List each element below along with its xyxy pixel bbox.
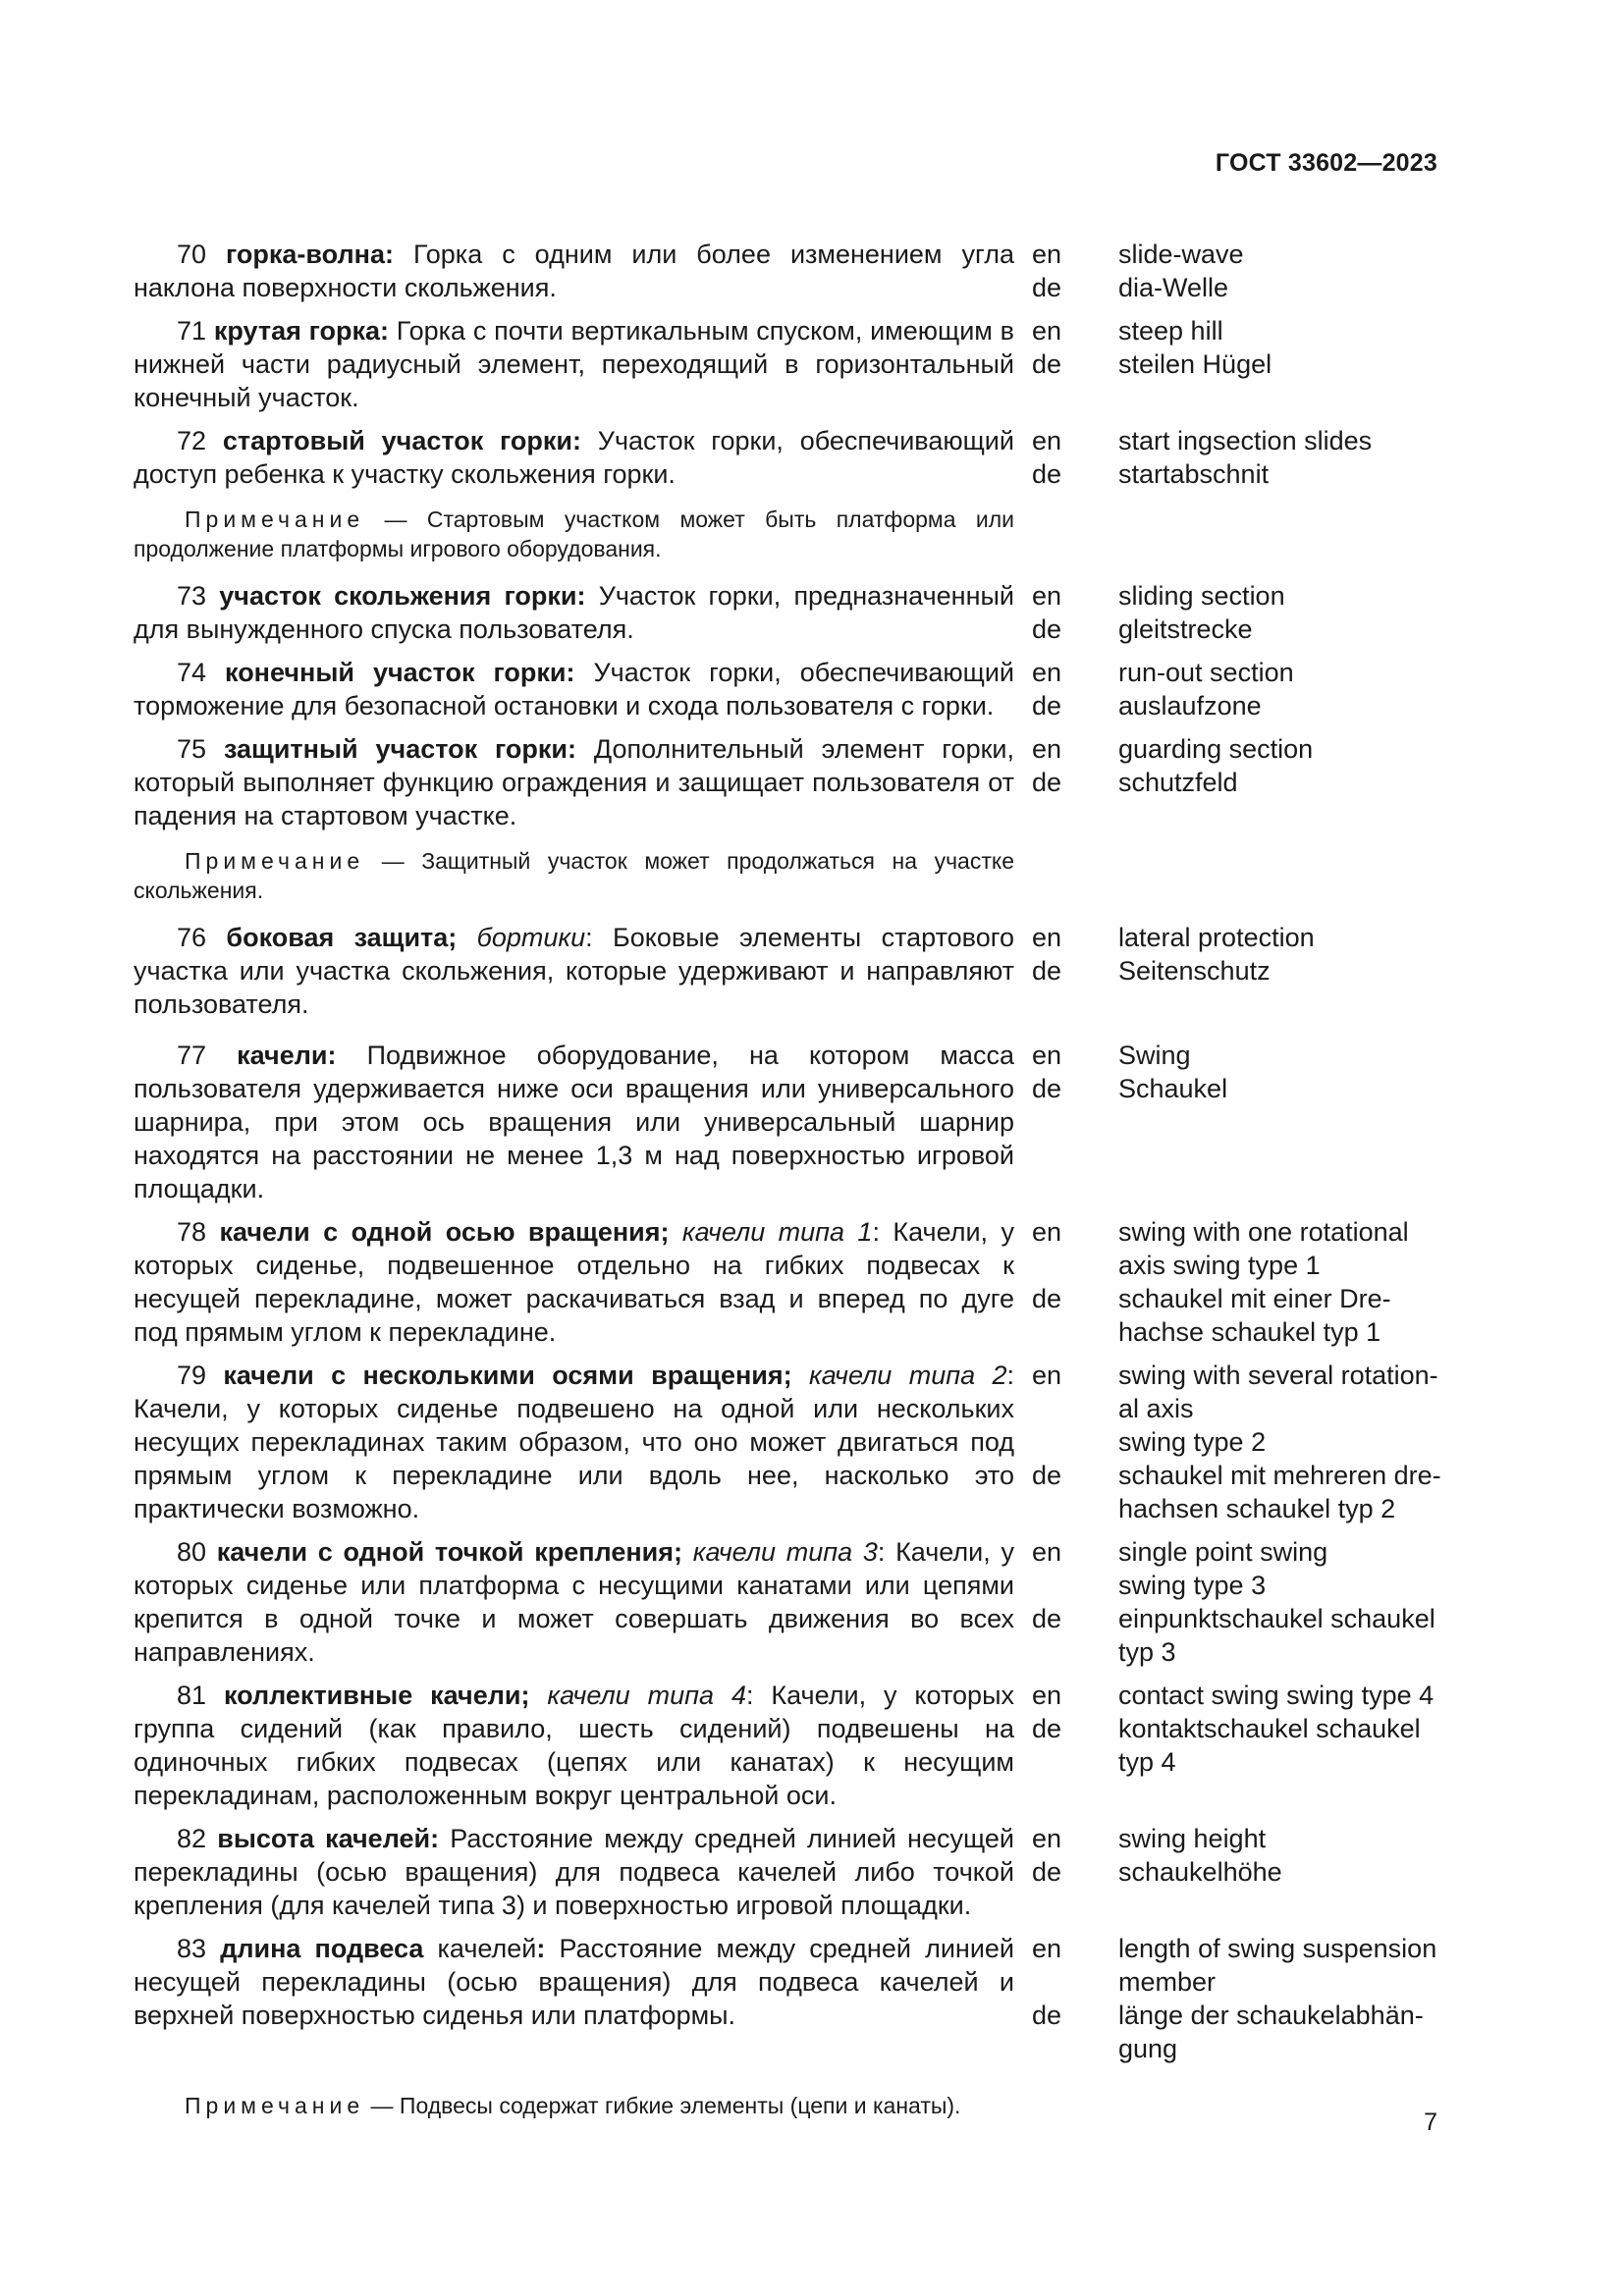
term-entry-73: 73 участок скольжения горки: Участок горки, предназначенный для вынужденного спуска пользователя. en sliding section de gleitstrecke bbox=[134, 581, 1285, 644]
term: длина подвеса bbox=[220, 1934, 424, 1963]
term-en: swing height bbox=[1118, 1824, 1267, 1853]
term-de: startabschnit bbox=[1118, 459, 1270, 489]
term-en: Swing bbox=[1118, 1041, 1191, 1070]
term-de-cont: hachsen schaukel typ 2 bbox=[1118, 1494, 1396, 1523]
term-en: guarding section bbox=[1118, 734, 1314, 764]
term-en-cont: axis swing type 1 bbox=[1118, 1251, 1321, 1280]
term-de: länge der schaukelabhän- bbox=[1118, 2001, 1424, 2030]
term-en: lateral protection bbox=[1118, 923, 1315, 952]
term-en-cont: swing type 3 bbox=[1118, 1571, 1267, 1600]
definition: 74 конечный участок горки: Участок горки, обеспечивающий торможение для безопасной остановки и схода пользователя с горки. bbox=[134, 658, 1014, 721]
term: боковая защита; bbox=[226, 923, 458, 952]
term-de: steilen Hügel bbox=[1118, 349, 1272, 379]
definition: 71 крутая горка: Горка с почти вертикальным спуском, имеющим в нижней части радиусный элемент, переходящий в горизонтальный конечный участок. bbox=[134, 316, 1014, 412]
term-de: gleitstrecke bbox=[1118, 614, 1253, 644]
term: высота качелей: bbox=[217, 1824, 440, 1853]
term: качели: bbox=[237, 1041, 337, 1070]
term-de: einpunktschaukel schaukel bbox=[1118, 1604, 1435, 1633]
term-en-cont: al axis bbox=[1118, 1394, 1194, 1423]
term-entry-72: 72 стартовый участок горки: Участок горки, обеспечивающий доступ ребенка к участку скольжения горки. en start ingsection slides de startabschnit bbox=[134, 426, 1373, 489]
term-en-cont: swing type 2 bbox=[1118, 1427, 1267, 1457]
term-en: steep hill bbox=[1118, 316, 1223, 346]
term: крутая горка: bbox=[213, 316, 390, 346]
term-de: auslaufzone bbox=[1118, 691, 1262, 721]
term-de: kontaktschaukel schaukel bbox=[1118, 1714, 1421, 1743]
term-en: start ingsection slides bbox=[1118, 426, 1373, 455]
term-en: single point swing bbox=[1118, 1537, 1328, 1567]
term-entry-78: 78 качели с одной осью вращения; качели типа 1: Качели, у которых сиденье, подвешенное отдельно на гибких подвесах к несущей перекладине, может раскачиваться взад и вперед по дуге под прямым углом к перекладине. en swing with one rotational axis swing type 1 de schaukel mit einer Dre- hachse schaukel typ 1 bbox=[134, 1217, 1409, 1347]
term-synonym: качели типа 2 bbox=[809, 1361, 1007, 1390]
definition: 81 коллективные качели; качели типа 4: Качели, у которых группа сидений (как правило, шесть сидений) подвешены на одиночных гибких подвесах (цепях или канатах) к несущим перекладинам, расположенным вокруг центральной оси. bbox=[134, 1681, 1014, 1810]
term: коллективные качели; bbox=[223, 1681, 530, 1710]
term-de: Schaukel bbox=[1118, 1074, 1228, 1103]
term: конечный участок горки: bbox=[225, 658, 575, 687]
term-de: schaukel mit einer Dre- bbox=[1118, 1284, 1391, 1313]
term-de-cont: hachse schaukel typ 1 bbox=[1118, 1317, 1381, 1347]
term-entry-74: 74 конечный участок горки: Участок горки, обеспечивающий торможение для безопасной остановки и схода пользователя с горки. en run-out section de auslaufzone bbox=[134, 658, 1294, 721]
term-synonym: качели типа 4 bbox=[547, 1681, 746, 1710]
definition: 79 качели с несколькими осями вращения; качели типа 2: Качели, у которых сиденье подвешено на одной или нескольких несущих перекладинах таким образом, что оно может двигаться под прямым углом к перекладине или вдоль нее, насколько это практически возможно. bbox=[134, 1361, 1014, 1523]
term-en: swing with one rotational bbox=[1118, 1217, 1409, 1247]
definition: 82 высота качелей: Расстояние между средней линией несущей перекладины (осью вращения) для подвеса качелей либо точкой крепления (для качелей типа 3) и поверхностью игровой площадки. bbox=[134, 1824, 1014, 1920]
term-de: Seitenschutz bbox=[1118, 956, 1271, 986]
definition: 73 участок скольжения горки: Участок горки, предназначенный для вынужденного спуска пользователя. bbox=[134, 581, 1014, 644]
term-de-cont: typ 3 bbox=[1118, 1637, 1176, 1667]
term: участок скольжения горки: bbox=[219, 581, 586, 611]
term-en: slide-wave bbox=[1118, 240, 1244, 269]
definition: 70 горка-волна: Горка с одним или более изменением угла наклона поверхности скольжения. bbox=[134, 240, 1014, 302]
definition: 80 качели с одной точкой крепления; качели типа 3: Качели, у которых сиденье или платформа с несущими канатами или цепями крепится в одной точке и может совершать движения во всех направлениях. bbox=[134, 1537, 1014, 1667]
term-entry-79: 79 качели с несколькими осями вращения; качели типа 2: Качели, у которых сиденье подвешено на одной или нескольких несущих перекладинах таким образом, что оно может двигаться под прямым углом к перекладине или вдоль нее, насколько это практически возможно. en swing with several rotation- al axis swing type 2 de schaukel mit mehreren dre- hachsen schaukel typ 2 bbox=[134, 1361, 1441, 1523]
term-en: length of swing suspension bbox=[1118, 1934, 1437, 1963]
term-entry-82: 82 высота качелей: Расстояние между средней линией несущей перекладины (осью вращения) для подвеса качелей либо точкой крепления (для качелей типа 3) и поверхностью игровой площадки. en swing height de schaukelhöhe bbox=[134, 1824, 1282, 1920]
term: качели с несколькими осями вращения; bbox=[223, 1361, 792, 1390]
term-de: schaukel mit mehreren dre- bbox=[1118, 1461, 1441, 1490]
term-entry-76: 76 боковая защита; бортики: Боковые элементы стартового участка или участка скольжения, которые удерживают и направляют пользователя. en lateral protection de Seitenschutz bbox=[134, 923, 1315, 1019]
terms-list bbox=[134, 238, 1439, 2120]
term-de: schaukelhöhe bbox=[1118, 1857, 1282, 1887]
term-de: dia-Welle bbox=[1118, 273, 1229, 302]
term: защитный участок горки: bbox=[223, 734, 576, 764]
definition: 77 качели: Подвижное оборудование, на котором масса пользователя удерживается ниже оси вращения или универсального шарнира, при этом ось вращения или универсальный шарнир находятся на расстоянии не менее 1,3 м над поверхностью игровой площадки. bbox=[134, 1041, 1014, 1203]
term: качели с одной точкой крепления; bbox=[216, 1537, 683, 1567]
note-75: Примечание — Защитный участок может продолжаться на участке скольжения. bbox=[134, 848, 1014, 903]
document-id: ГОСТ 33602—2023 bbox=[1215, 149, 1437, 177]
term: стартовый участок горки: bbox=[222, 426, 582, 455]
term-de-cont: typ 4 bbox=[1118, 1747, 1176, 1777]
definition: 72 стартовый участок горки: Участок горки, обеспечивающий доступ ребенка к участку скольжения горки. bbox=[134, 426, 1014, 489]
term-en: sliding section bbox=[1118, 581, 1285, 611]
term-entry-71: 71 крутая горка: Горка с почти вертикальным спуском, имеющим в нижней части радиусный элемент, переходящий в горизонтальный конечный участок. en steep hill de steilen Hügel bbox=[134, 316, 1272, 412]
term-entry-70: 70 горка-волна: Горка с одним или более изменением угла наклона поверхности скольжения. en slide-wave de dia-Welle bbox=[134, 240, 1244, 302]
term-de: schutzfeld bbox=[1118, 768, 1238, 797]
note-72: Примечание — Стартовым участком может быть платформа или продолжение платформы игрового оборудования. bbox=[134, 507, 1014, 561]
term-entry-81: 81 коллективные качели; качели типа 4: Качели, у которых группа сидений (как правило, шесть сидений) подвешены на одиночных гибких подвесах (цепях или канатах) к несущим перекладинам, расположенным вокруг центральной оси. en contact swing swing type 4 de kontaktschaukel schaukel typ 4 bbox=[134, 1681, 1435, 1810]
term-entry-75: 75 защитный участок горки: Дополнительный элемент горки, который выполняет функцию ограждения и защищает пользователя от падения на стартовом участке. en guarding section de schutzfeld bbox=[134, 734, 1314, 830]
term-en: swing with several rotation- bbox=[1118, 1361, 1438, 1390]
term-entry-83: 83 длина подвеса качелей: Расстояние между средней линией несущей перекладины (осью вращения) для подвеса качелей и верхней поверхностью сиденья или платформы. en length of swing suspension member de länge der schaukelabhän- gung bbox=[134, 1934, 1437, 2063]
definition: 76 боковая защита; бортики: Боковые элементы стартового участка или участка скольжения, которые удерживают и направляют пользователя. bbox=[134, 923, 1014, 1019]
term-en: run-out section bbox=[1118, 658, 1294, 687]
term-en-cont: member bbox=[1118, 1967, 1217, 1997]
term-synonym: бортики bbox=[476, 923, 586, 952]
term: качели с одной осью вращения; bbox=[219, 1217, 670, 1247]
term-entry-77: 77 качели: Подвижное оборудование, на котором масса пользователя удерживается ниже оси вращения или универсального шарнира, при этом ось вращения или универсальный шарнир находятся на расстоянии не менее 1,3 м над поверхностью игровой площадки. en Swing de Schaukel bbox=[134, 1041, 1228, 1203]
definition: 78 качели с одной осью вращения; качели типа 1: Качели, у которых сиденье, подвешенное отдельно на гибких подвесах к несущей перекладине, может раскачиваться взад и вперед по дуге под прямым углом к перекладине. bbox=[134, 1217, 1014, 1347]
definition: 83 длина подвеса качелей: Расстояние между средней линией несущей перекладины (осью вращения) для подвеса качелей и верхней поверхностью сиденья или платформы. bbox=[134, 1934, 1014, 2030]
page-number: 7 bbox=[1424, 2109, 1437, 2136]
term-synonym: качели типа 1 bbox=[681, 1217, 873, 1247]
term: горка-волна: bbox=[226, 240, 394, 269]
term-de-cont: gung bbox=[1118, 2034, 1178, 2063]
definition: 75 защитный участок горки: Дополнительный элемент горки, который выполняет функцию ограждения и защищает пользователя от падения на стартовом участке. bbox=[134, 734, 1014, 830]
term-entry-80: 80 качели с одной точкой крепления; качели типа 3: Качели, у которых сиденье или платформа с несущими канатами или цепями крепится в одной точке и может совершать движения во всех направлениях. en single point swing swing type 3 de einpunktschaukel schaukel typ 3 bbox=[134, 1537, 1435, 1667]
term-en: contact swing swing type 4 bbox=[1118, 1681, 1435, 1710]
note-83: Примечание — Подвесы содержат гибкие элементы (цепи и канаты). bbox=[185, 2093, 961, 2118]
term-synonym: качели типа 3 bbox=[692, 1537, 878, 1567]
